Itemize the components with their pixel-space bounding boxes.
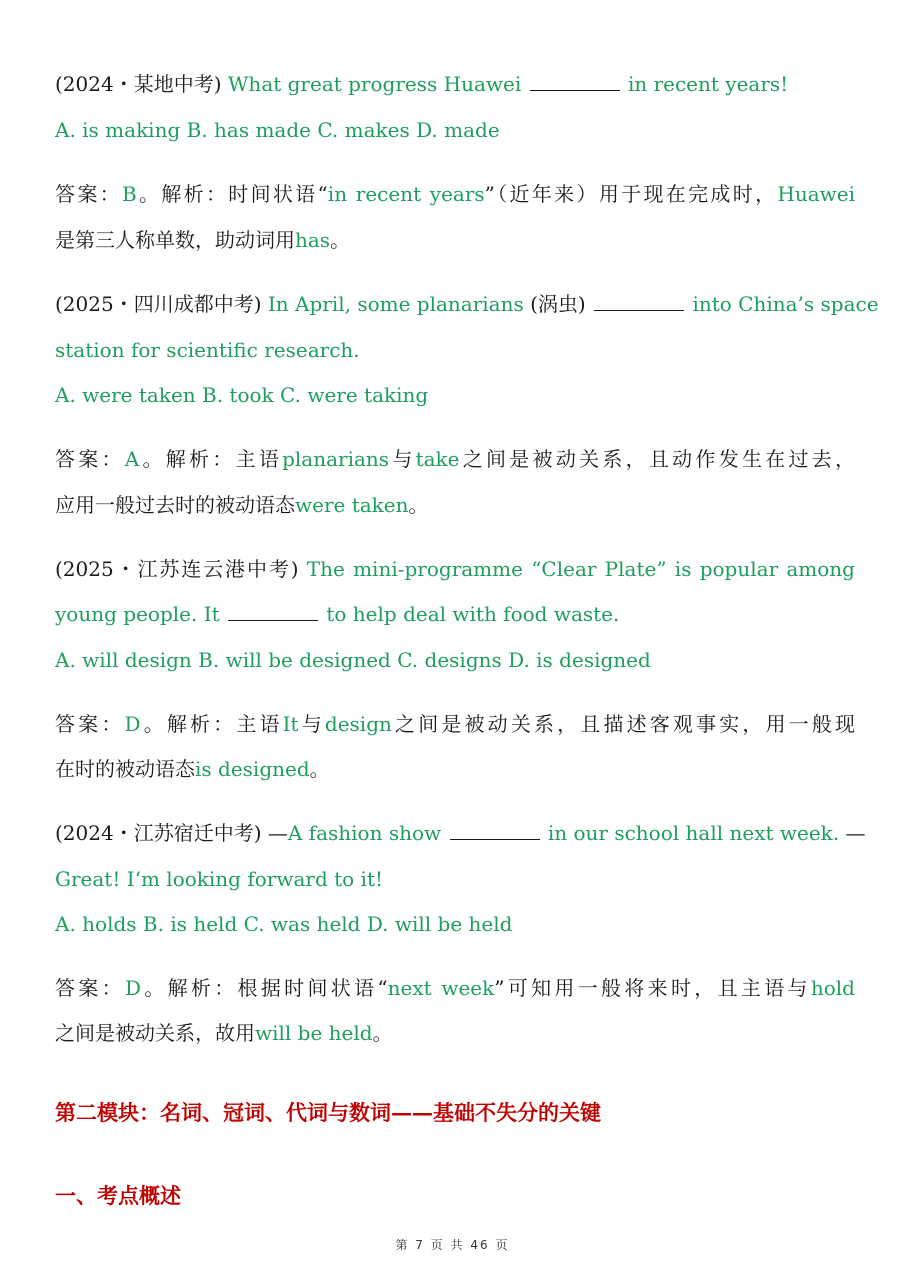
question-3-stem-line-1	[55, 555, 855, 583]
explanation-text: 。解析：根据时间状语“	[140, 976, 388, 1000]
explanation-text: 与	[298, 712, 325, 736]
answer-label: 答案：	[55, 182, 122, 206]
question-4-answer-line-1	[55, 974, 855, 1002]
question-2-stem-line-1	[55, 290, 879, 318]
question-3-stem-a: The mini-programme “Clear Plate” is popular among	[306, 557, 855, 581]
explanation-text: 在时的被动语态	[55, 757, 195, 781]
explanation-text: 之间是被动关系，且描述客观事实，用一般现	[391, 712, 856, 736]
question-4-stem-a: A fashion show	[287, 821, 442, 845]
explanation-text: 之间是被动关系，故用	[55, 1021, 255, 1045]
question-2-stem-b: into China’s space	[692, 292, 879, 316]
question-1-stem-a: What great progress Huawei	[227, 72, 522, 96]
answer-choice: D	[124, 712, 141, 736]
dialogue-dash: —	[267, 821, 288, 845]
page-total: 46	[470, 1238, 490, 1252]
answer-blank	[450, 838, 540, 840]
question-4-stem-line-2: Great! I‘m looking forward to it!	[55, 867, 384, 891]
question-1-options: A. is making B. has made C. makes D. made	[55, 118, 500, 142]
question-3-source: (2025・江苏连云港中考)	[55, 557, 299, 581]
question-2-stem-line-2: station for scientific research.	[55, 338, 360, 362]
explanation-english: take	[415, 447, 460, 471]
explanation-english: is designed	[195, 757, 310, 781]
explanation-english: design	[324, 712, 392, 736]
explanation-text: 。解析：主语	[140, 712, 283, 736]
question-3-answer-line-1	[55, 710, 855, 738]
question-2-options: A. were taken B. took C. were taking	[55, 383, 429, 407]
question-2-answer-line-1	[55, 445, 855, 473]
explanation-english: next week	[387, 976, 495, 1000]
explanation-text: ”（近年来）用于现在完成时，	[484, 182, 778, 206]
question-2-answer-line-2	[55, 491, 855, 519]
question-2-paren: (涡虫)	[530, 292, 586, 316]
answer-blank	[228, 619, 318, 621]
question-4-answer-line-2	[55, 1019, 855, 1047]
page-footer	[0, 1236, 905, 1253]
section-heading: 一、考点概述	[55, 1183, 181, 1208]
explanation-english: were taken	[295, 493, 409, 517]
answer-label: 答案：	[55, 712, 125, 736]
question-2-source: (2025・四川成都中考)	[55, 292, 262, 316]
dialogue-dash: —	[845, 821, 866, 845]
question-2-stem-a: In April, some planarians	[267, 292, 524, 316]
explanation-text: 。	[372, 1021, 393, 1045]
question-1-stem	[55, 70, 855, 98]
explanation-text: 。	[330, 228, 351, 252]
answer-blank	[594, 309, 684, 311]
explanation-english: has	[295, 228, 331, 252]
question-1-answer-line-1	[55, 180, 855, 208]
answer-label: 答案：	[55, 447, 125, 471]
question-1-source: (2024・某地中考)	[55, 72, 222, 96]
explanation-english: planarians	[282, 447, 390, 471]
question-4-source: (2024・江苏宿迁中考)	[55, 821, 262, 845]
answer-blank	[530, 89, 620, 91]
explanation-text: 。	[408, 493, 429, 517]
explanation-text: 应用一般过去时的被动语态	[55, 493, 295, 517]
explanation-english: hold	[810, 976, 855, 1000]
explanation-english: will be held	[255, 1021, 373, 1045]
footer-suffix: 页	[495, 1238, 510, 1252]
explanation-text: 之间是被动关系，且动作发生在过去，	[459, 447, 856, 471]
page-number: 7	[415, 1238, 425, 1252]
explanation-text: 。解析：时间状语“	[136, 182, 328, 206]
question-4-stem-b: in our school hall next week.	[547, 821, 840, 845]
explanation-text: ”可知用一般将来时，且主语与	[494, 976, 811, 1000]
answer-choice: A	[124, 447, 140, 471]
question-3-answer-line-2	[55, 755, 855, 783]
question-1-stem-b: in recent years!	[627, 72, 789, 96]
explanation-text: 与	[389, 447, 416, 471]
question-3-stem-line-2	[55, 600, 855, 628]
footer-prefix: 第	[395, 1238, 410, 1252]
explanation-english: It	[282, 712, 299, 736]
footer-mid: 页 共	[430, 1238, 465, 1252]
answer-choice: B	[121, 182, 137, 206]
answer-label: 答案：	[55, 976, 125, 1000]
explanation-english: in recent years	[327, 182, 485, 206]
question-4-options: A. holds B. is held C. was held D. will be held	[55, 912, 513, 936]
answer-choice: D	[124, 976, 141, 1000]
question-1-answer-line-2	[55, 226, 855, 254]
question-4-stem-line-1	[55, 819, 866, 847]
question-3-stem-b: young people. It	[55, 602, 220, 626]
question-3-options: A. will design B. will be designed C. designs D. is designed	[55, 648, 651, 672]
question-3-stem-c: to help deal with food waste.	[326, 602, 620, 626]
explanation-english: Huawei	[777, 182, 855, 206]
module-heading: 第二模块：名词、冠词、代词与数词——基础不失分的关键	[55, 1100, 601, 1125]
explanation-text: 。解析：主语	[139, 447, 283, 471]
explanation-text: 是第三人称单数，助动词用	[55, 228, 295, 252]
explanation-text: 。	[309, 757, 330, 781]
